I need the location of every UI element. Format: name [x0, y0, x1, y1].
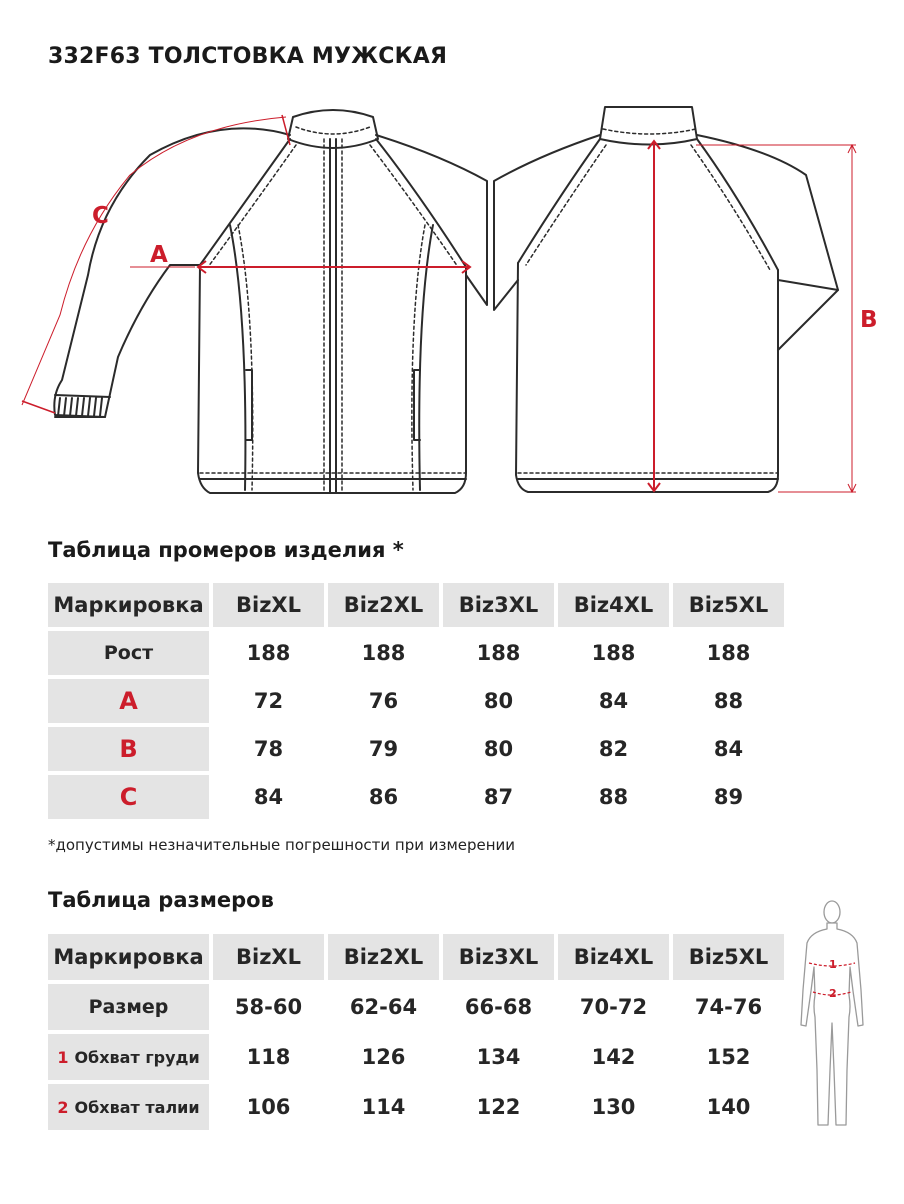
table-cell: 188: [328, 631, 439, 675]
table-cell: 118: [213, 1034, 324, 1080]
table-cell: 188: [558, 631, 669, 675]
label-a: A: [150, 242, 168, 268]
row-number: 2: [57, 1097, 69, 1117]
table-cell: 72: [213, 679, 324, 723]
front-zipper: [330, 139, 336, 493]
figure-head: [824, 901, 840, 923]
header-cell: Biz3XL: [443, 934, 554, 980]
sizes-table: [48, 934, 784, 1130]
table-cell: 84: [213, 775, 324, 819]
row-label: [48, 1034, 209, 1080]
header-cell: Biz4XL: [558, 934, 669, 980]
row-label: B: [48, 727, 209, 771]
table-cell: 86: [328, 775, 439, 819]
table-cell: 62-64: [328, 984, 439, 1030]
table-cell: 188: [213, 631, 324, 675]
header-cell: Biz2XL: [328, 583, 439, 627]
header-cell: BizXL: [213, 934, 324, 980]
header-cell: Biz5XL: [673, 934, 784, 980]
table-cell: 114: [328, 1084, 439, 1130]
label-b: B: [860, 307, 878, 333]
row-label-text: Обхват груди: [74, 1047, 200, 1067]
table-cell: 152: [673, 1034, 784, 1080]
table-cell: 80: [443, 679, 554, 723]
back-body-outline: [516, 263, 778, 492]
row-label-text: Обхват талии: [74, 1097, 200, 1117]
table-cell: 87: [443, 775, 554, 819]
header-cell: Biz5XL: [673, 583, 784, 627]
table-cell: 188: [443, 631, 554, 675]
back-raglan-right: [697, 139, 778, 270]
front-raglan-left: [200, 139, 290, 265]
label-c: C: [92, 203, 109, 229]
header-cell: Biz3XL: [443, 583, 554, 627]
header-cell: Biz2XL: [328, 934, 439, 980]
table-cell: 78: [213, 727, 324, 771]
table-cell: 134: [443, 1034, 554, 1080]
table-cell: 66-68: [443, 984, 554, 1030]
header-cell: Маркировка: [48, 583, 209, 627]
table-cell: 188: [673, 631, 784, 675]
mark-2: 2: [829, 987, 837, 1000]
table-cell: 79: [328, 727, 439, 771]
front-sleeve-left: [54, 128, 290, 417]
back-raglan-left: [518, 139, 600, 263]
table-cell: 140: [673, 1084, 784, 1130]
table-cell: 84: [673, 727, 784, 771]
page-title: 332F63 ТОЛСТОВКА МУЖСКАЯ: [48, 44, 448, 69]
header-cell: BizXL: [213, 583, 324, 627]
back-sleeve-right: [697, 135, 838, 350]
back-collar: [600, 107, 697, 145]
table-cell: 89: [673, 775, 784, 819]
row-label-text: Размер: [88, 996, 169, 1018]
table-cell: 76: [328, 679, 439, 723]
table-cell: 58-60: [213, 984, 324, 1030]
table-cell: 142: [558, 1034, 669, 1080]
body-figure: [795, 895, 870, 1135]
row-label: [48, 1084, 209, 1130]
table-cell: 122: [443, 1084, 554, 1130]
table-cell: 130: [558, 1084, 669, 1130]
table-cell: 106: [213, 1084, 324, 1130]
mark-1: 1: [829, 958, 837, 971]
row-label: C: [48, 775, 209, 819]
table-cell: 74-76: [673, 984, 784, 1030]
table-cell: 88: [558, 775, 669, 819]
front-body-outline: [198, 265, 466, 493]
table-cell: 82: [558, 727, 669, 771]
row-label: [48, 984, 209, 1030]
row-label: Рост: [48, 631, 209, 675]
table-cell: 88: [673, 679, 784, 723]
table-cell: 84: [558, 679, 669, 723]
table-cell: 126: [328, 1034, 439, 1080]
table-cell: 70-72: [558, 984, 669, 1030]
measurements-table-title: Таблица промеров изделия *: [48, 538, 404, 562]
table-cell: 80: [443, 727, 554, 771]
row-label: A: [48, 679, 209, 723]
measurements-table: [48, 583, 784, 819]
figure-body: [801, 923, 863, 1125]
garment-diagram: [0, 95, 904, 515]
header-cell: Biz4XL: [558, 583, 669, 627]
front-raglan-right: [376, 139, 466, 267]
front-pocket-left: [246, 370, 252, 440]
footnote: *допустимы незначительные погрешности при измерении: [48, 836, 516, 854]
sizes-table-title: Таблица размеров: [48, 888, 274, 912]
header-cell: Маркировка: [48, 934, 209, 980]
front-cuff: [55, 395, 110, 417]
row-number: 1: [57, 1047, 69, 1067]
